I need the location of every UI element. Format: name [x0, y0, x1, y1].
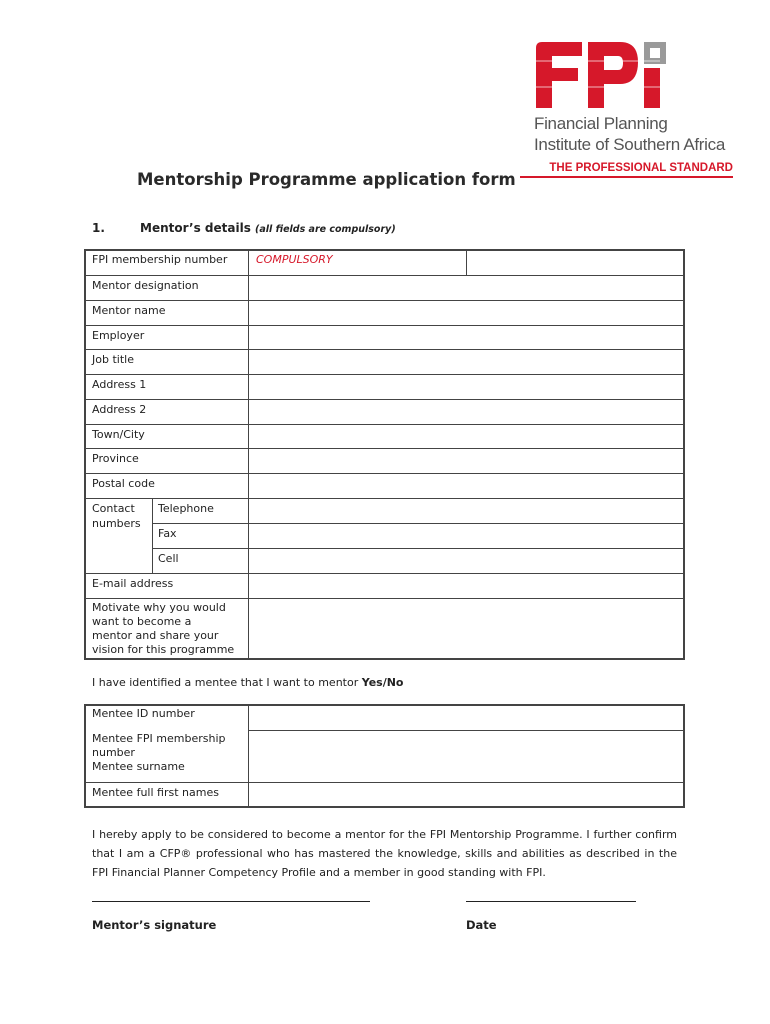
mentee-question-text: I have identified a mentee that I want to mentor	[92, 676, 359, 689]
label-telephone: Telephone	[158, 502, 214, 515]
label-cell: Cell	[158, 552, 179, 565]
label-mentee-membership-number: number	[92, 746, 135, 759]
logo-tagline: THE PROFESSIONAL STANDARD	[520, 162, 733, 178]
label-mentee-fpi-membership: Mentee FPI membership	[92, 732, 226, 745]
mentee-details-table	[84, 704, 685, 808]
section-title	[140, 221, 396, 235]
mentee-full-first-names-field[interactable]	[250, 783, 683, 806]
motivation-field[interactable]	[250, 599, 683, 658]
town-city-field[interactable]	[250, 425, 683, 447]
mentor-details-table	[84, 249, 685, 660]
email-address-field[interactable]	[250, 574, 683, 597]
employer-field[interactable]	[250, 326, 683, 348]
section-number: 1.	[92, 221, 105, 235]
telephone-field[interactable]	[250, 499, 683, 522]
label-numbers: numbers	[92, 517, 141, 530]
label-mentee-id-number: Mentee ID number	[92, 707, 195, 720]
compulsory-hint: COMPULSORY	[256, 253, 333, 266]
fpi-logo-icon	[534, 40, 684, 110]
cell-field[interactable]	[250, 549, 683, 572]
label-motivate-1: Motivate why you would	[92, 601, 226, 614]
label-town-city: Town/City	[92, 428, 145, 441]
label-motivate-3: mentor and share your	[92, 629, 219, 642]
label-email-address: E-mail address	[92, 577, 174, 590]
declaration-paragraph: I hereby apply to be considered to become a mentor for the FPI Mentorship Programme. I further confirm that I am a CFP® professional who has mastered the knowledge, skills and abilities as described in the FPI Financial Planner Competency Profile and a member in good standing with FPI.	[92, 828, 677, 879]
mentee-membership-surname-field[interactable]	[250, 731, 683, 781]
date-line[interactable]	[466, 901, 636, 902]
label-mentor-name: Mentor name	[92, 304, 166, 317]
province-field[interactable]	[250, 449, 683, 472]
page-title: Mentorship Programme application form	[137, 170, 516, 189]
fpi-logo	[520, 40, 740, 190]
mentor-signature-label: Mentor’s signature	[92, 918, 217, 932]
label-mentee-surname: Mentee surname	[92, 760, 185, 773]
label-address-1: Address 1	[92, 378, 147, 391]
logo-line-1: Financial Planning	[534, 114, 668, 133]
mentee-question	[92, 676, 404, 690]
date-label: Date	[466, 918, 497, 932]
fpi-membership-number-extra-field[interactable]	[467, 250, 683, 274]
mentee-question-answer[interactable]: Yes/No	[361, 676, 404, 689]
label-province: Province	[92, 452, 139, 465]
postal-code-field[interactable]	[250, 474, 683, 497]
logo-line-2: Institute of Southern Africa	[534, 135, 725, 154]
address-1-field[interactable]	[250, 375, 683, 398]
mentee-id-number-field[interactable]	[250, 705, 683, 729]
label-job-title: Job title	[92, 353, 134, 366]
label-postal-code: Postal code	[92, 477, 155, 490]
label-mentor-designation: Mentor designation	[92, 279, 199, 292]
label-motivate-2: want to become a	[92, 615, 192, 628]
mentor-name-field[interactable]	[250, 301, 683, 324]
mentor-designation-field[interactable]	[250, 276, 683, 299]
fpi-membership-number-field[interactable]	[250, 250, 465, 274]
label-contact: Contact	[92, 502, 135, 515]
label-mentee-full-first-names: Mentee full first names	[92, 786, 219, 799]
address-2-field[interactable]	[250, 400, 683, 423]
job-title-field[interactable]	[250, 350, 683, 373]
label-address-2: Address 2	[92, 403, 147, 416]
mentor-signature-line[interactable]	[92, 901, 370, 902]
label-fax: Fax	[158, 527, 177, 540]
label-motivate-4: vision for this programme	[92, 643, 235, 656]
label-fpi-membership-number: FPI membership number	[92, 253, 228, 266]
fax-field[interactable]	[250, 524, 683, 547]
label-employer: Employer	[92, 329, 145, 342]
section-note: (all fields are compulsory)	[255, 224, 396, 235]
section-title-text: Mentor’s details	[140, 221, 251, 235]
